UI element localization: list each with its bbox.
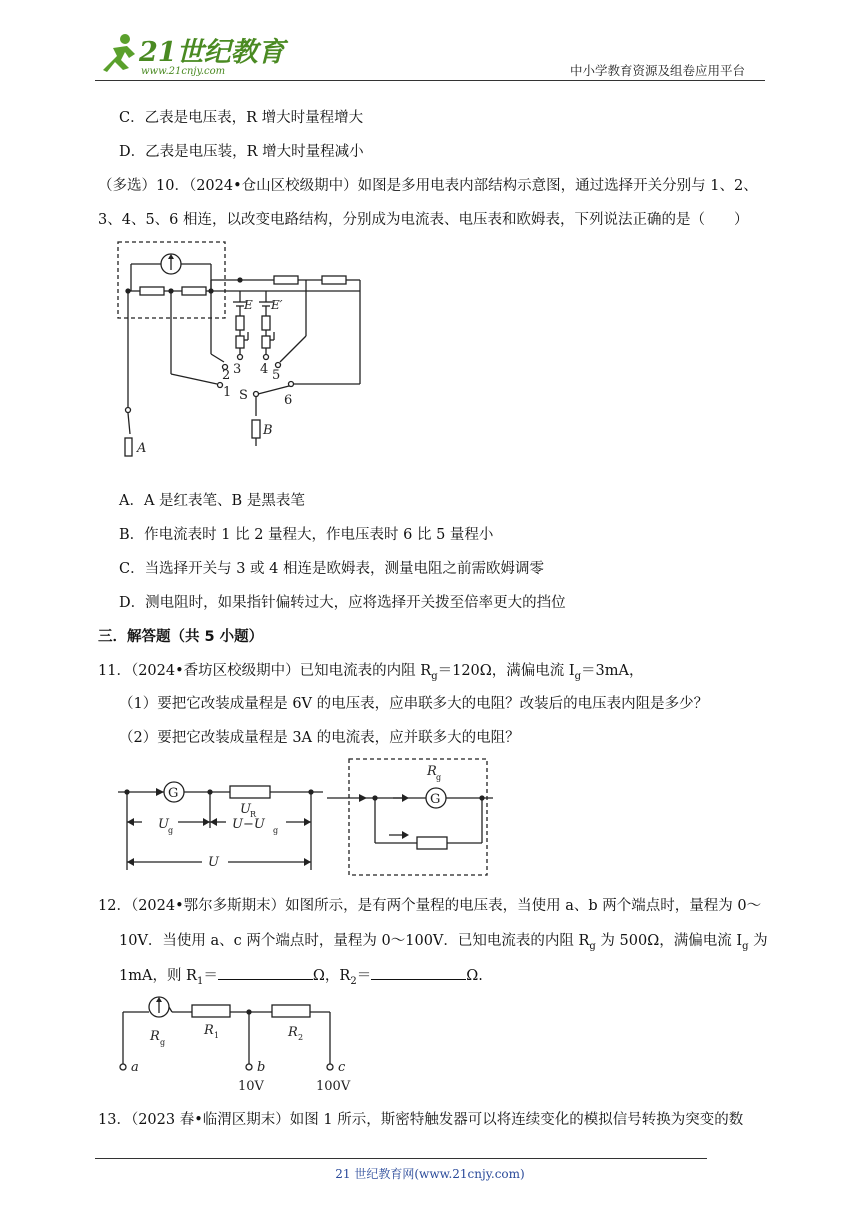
q12-two-range-voltmeter — [112, 990, 372, 1104]
q13-stem-line1: 13．（2023 春•临渭区期末）如图 1 所示，斯密特触发器可以将连续变化的模拟信号转换为突变的数 — [98, 1112, 744, 1128]
label-3: 3 — [233, 362, 242, 377]
q10-stem-line2: 3、4、5、6 相连，以改变电路结构，分别成为电流表、电压表和欧姆表，下列说法正确的是（ ） — [98, 212, 749, 228]
r1-label: R — [204, 1023, 214, 1038]
q11-part2: （2）要把它改装成量程是 3A 的电流表，应并联多大的电阻？ — [119, 730, 520, 746]
q12-stem-line1: 12．（2024•鄂尔多斯期末）如图所示，是有两个量程的电压表，当使用 a、b 两个端点时，量程为 0～ — [98, 898, 762, 914]
footer-link[interactable]: 21 世纪教育网(www.21cnjy.com) — [335, 1167, 525, 1181]
footer-divider — [95, 1158, 707, 1159]
ur-label: U — [240, 802, 251, 817]
section-title: 三．解答题（共 5 小题） — [98, 629, 264, 645]
svg-text:2: 2 — [298, 1033, 304, 1042]
ug-label: U — [158, 817, 169, 832]
q10-option-a: A．A 是红表笔、B 是黑表笔 — [119, 493, 305, 509]
u-label: U — [208, 855, 219, 870]
q10-multimeter-diagram — [110, 236, 380, 470]
q10-option-d: D．测电阻时，如果指针偏转过大，应将选择开关拨至倍率更大的挡位 — [119, 595, 566, 611]
rg-label-q12: R — [150, 1029, 160, 1044]
q11-voltmeter-figure — [118, 756, 328, 880]
runner-icon — [103, 34, 135, 72]
q12-stem-line3: 1mA，则 $R_1= \Omega$，$R_2= \Omega$. — [119, 964, 483, 987]
q11-stem: 11．（2024•香坊区校级期中）已知电流表的内阻 $R_g=120\Omega$，满偏电流 $I_g=3mA$， — [98, 663, 644, 682]
q9-option-d: D．乙表是电压装，R 增大时量程减小 — [119, 144, 364, 160]
rg-label: R — [427, 764, 437, 779]
logo-text: 21世纪教育 — [139, 37, 285, 68]
label-100v: 100V — [316, 1079, 351, 1094]
label-10v: 10V — [238, 1079, 264, 1094]
logo-url: www.21cnjy.com — [141, 66, 226, 77]
q11-ammeter-figure — [325, 755, 495, 884]
q12-stem-line2: 10V．当使用 a、c 两个端点时，量程为 0～100V．已知电流表的内阻 $R_g$ 为 500Ω，满偏电流 $I_g$ 为 — [119, 933, 768, 952]
svg-text:1: 1 — [214, 1031, 220, 1040]
label-b: B — [263, 423, 273, 438]
label-e: E — [244, 298, 253, 312]
svg-text:g: g — [168, 826, 174, 835]
answer-blank-r1[interactable] — [218, 965, 313, 980]
q10-option-c: C．当选择开关与 3 或 4 相连是欧姆表，测量电阻之前需欧姆调零 — [119, 561, 544, 577]
svg-text:R: R — [250, 810, 257, 819]
terminal-a: a — [131, 1060, 139, 1075]
label-2: 2 — [222, 368, 231, 383]
galvanometer-label: G — [168, 786, 179, 801]
q9-option-c: C．乙表是电压表，R 增大时量程增大 — [119, 110, 364, 126]
svg-text:g: g — [160, 1038, 166, 1047]
header-platform-text: 中小学教育资源及组卷应用平台 — [570, 63, 746, 78]
r2-label: R — [288, 1025, 298, 1040]
terminal-c: c — [338, 1060, 346, 1075]
label-e-prime: E′ — [271, 298, 283, 312]
q10-option-b: B．作电流表时 1 比 2 量程大，作电压表时 6 比 5 量程小 — [119, 527, 494, 543]
label-5: 5 — [272, 368, 281, 383]
u-minus-ug-label: U−U — [232, 817, 265, 832]
label-6: 6 — [284, 393, 293, 408]
label-1: 1 — [223, 385, 232, 400]
answer-blank-r2[interactable] — [371, 965, 466, 980]
svg-text:g: g — [436, 773, 442, 782]
label-4: 4 — [260, 362, 269, 377]
label-a: A — [137, 441, 147, 456]
svg-text:g: g — [273, 826, 279, 835]
q11-part1: （1）要把它改装成量程是 6V 的电压表，应串联多大的电阻？改装后的电压表内阻是多少？ — [119, 696, 709, 712]
q10-stem-line1: （多选）10．（2024•仓山区校级期中）如图是多用电表内部结构示意图，通过选择开关分别与 1、2、 — [98, 178, 758, 194]
header-divider — [95, 80, 765, 81]
galvanometer-label-2: G — [430, 792, 441, 807]
site-logo — [95, 30, 285, 80]
label-s: S — [239, 388, 248, 403]
terminal-b: b — [257, 1060, 266, 1075]
